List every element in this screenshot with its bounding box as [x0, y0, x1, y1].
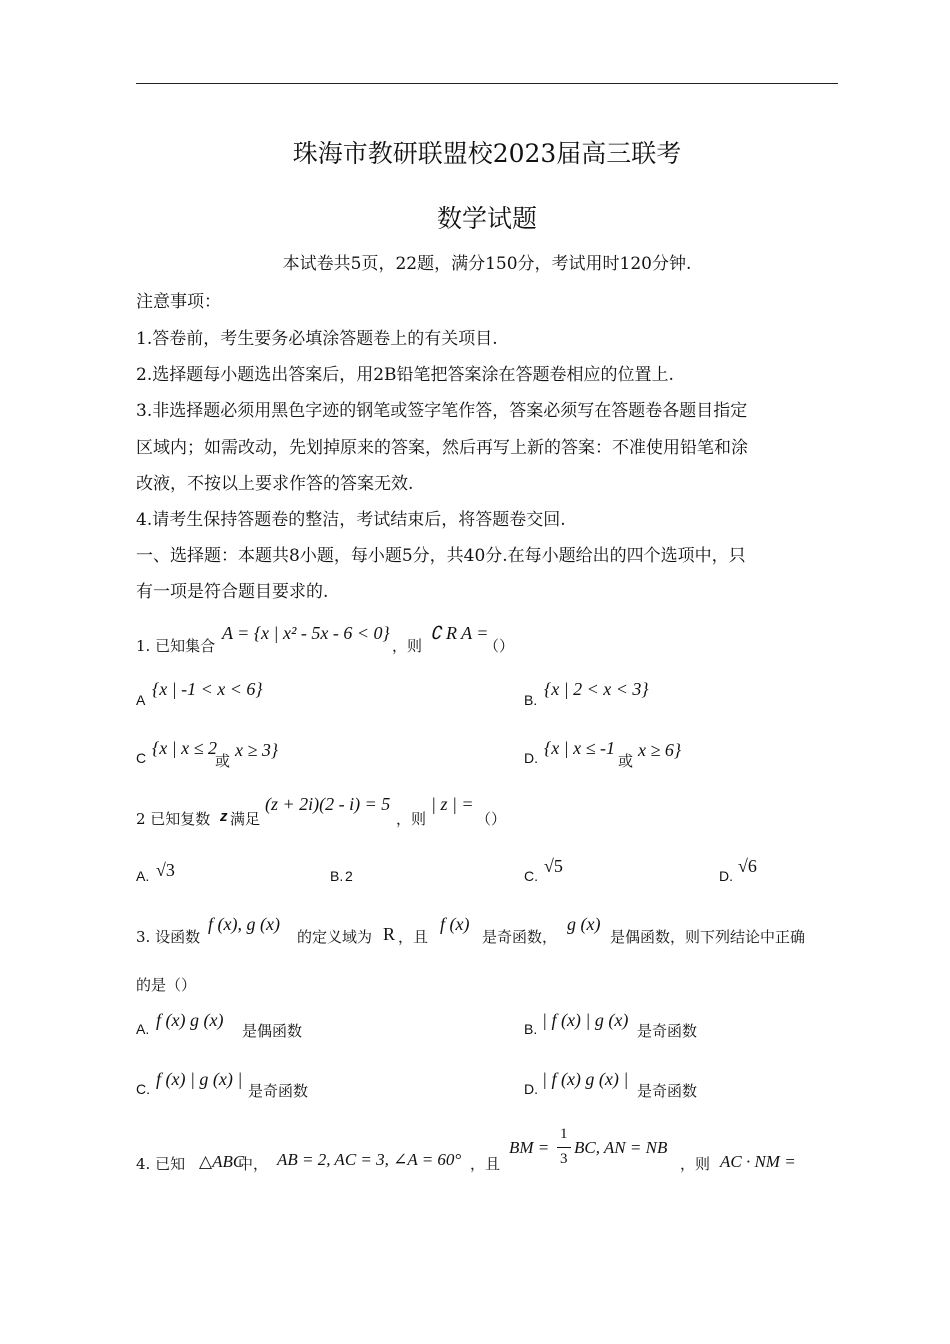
q4-dot-product: AC · NM =	[720, 1152, 796, 1171]
q1-option-a[interactable]: {x | -1 < x < 6}	[152, 679, 263, 699]
q1-option-d-or: 或	[618, 752, 634, 770]
q3-option-b-expr[interactable]: | f (x) | g (x)	[542, 1010, 629, 1030]
q4-frac-den: 3	[560, 1151, 568, 1167]
q3-prefix: 3. 设函数	[136, 928, 201, 946]
q4-frac-bar	[557, 1147, 571, 1148]
q3-option-c-text[interactable]: 是奇函数	[248, 1082, 309, 1100]
q1-option-a-label[interactable]: A	[136, 692, 146, 708]
q1-option-c-or: 或	[215, 752, 231, 770]
q4-prefix: 4. 已知	[136, 1155, 186, 1173]
top-rule	[136, 83, 838, 84]
q4-frac-num: 1	[560, 1126, 568, 1142]
q2-option-b[interactable]: 2	[345, 868, 353, 884]
note-item: 3.非选择题必须用黑色字迹的钢笔或签字笔作答，答案必须写在答题卷各题目指定	[136, 401, 748, 421]
q3-R: R	[383, 924, 396, 944]
q4-triangle: △ABC	[199, 1152, 245, 1171]
q2-paren: （）	[476, 810, 507, 828]
q2-option-a[interactable]: √3	[156, 860, 175, 880]
q4-zhong: 中，	[238, 1155, 269, 1173]
q1-paren: （）	[484, 637, 515, 655]
q2-option-d-label[interactable]: D.	[719, 868, 733, 884]
notes-heading: 注意事项：	[136, 292, 221, 312]
q2-option-d[interactable]: √6	[738, 856, 757, 876]
q1-mid: ，则	[392, 637, 423, 655]
q3-option-c-expr[interactable]: f (x) | g (x) |	[156, 1069, 243, 1089]
note-item: 2.选择题每小题选出答案后，用2B铅笔把答案涂在答题卷相应的位置上.	[136, 365, 674, 385]
q1-option-b-label[interactable]: B.	[524, 692, 538, 708]
q3-domain: 的定义域为	[297, 928, 373, 946]
q4-bm-rest: BC, AN = NB	[574, 1138, 668, 1157]
q1-option-d-label[interactable]: D.	[524, 750, 538, 766]
q3-option-a-label[interactable]: A.	[136, 1021, 150, 1037]
q4-conditions: AB = 2, AC = 3, ∠A = 60°	[277, 1150, 462, 1169]
q3-option-d-expr[interactable]: | f (x) g (x) |	[542, 1069, 629, 1089]
q3-option-b-label[interactable]: B.	[524, 1021, 538, 1037]
q3-comma: ，且	[398, 928, 429, 946]
q2-option-b-label[interactable]: B.	[330, 868, 344, 884]
q2-abs: | z | =	[431, 794, 474, 814]
exam-info: 本试卷共5页，22题，满分150分，考试用时120分钟.	[282, 254, 692, 274]
section-heading-cont: 有一项是符合题目要求的.	[136, 582, 329, 602]
q3-option-a-expr[interactable]: f (x) g (x)	[156, 1010, 224, 1030]
q3-odd: 是奇函数，	[482, 928, 558, 946]
q3-funcs: f (x), g (x)	[208, 914, 280, 934]
q2-option-a-label[interactable]: A.	[136, 868, 150, 884]
q2-option-c[interactable]: √5	[544, 856, 563, 876]
section-heading: 一、选择题：本题共8小题，每小题5分，共40分.在每小题给出的四个选项中，只	[136, 546, 746, 566]
q1-option-c-tail[interactable]: x ≥ 3}	[235, 740, 279, 760]
q3-line2: 的是（）	[136, 976, 197, 994]
note-item: 1.答卷前，考生要务必填涂答题卷上的有关项目.	[136, 329, 498, 349]
q2-prefix: 2 已知复数	[136, 810, 211, 828]
q1-option-c-label[interactable]: C	[136, 750, 147, 766]
q1-option-c[interactable]: {x | x ≤ 2	[152, 738, 218, 758]
q2-satisfy: 满足	[230, 810, 261, 828]
exam-subtitle: 数学试题	[436, 204, 537, 233]
q1-option-d-tail[interactable]: x ≥ 6}	[638, 740, 682, 760]
q3-gx: g (x)	[567, 914, 601, 934]
q2-equation: (z + 2i)(2 - i) = 5	[265, 794, 391, 814]
note-item: 改液，不按以上要求作答的答案无效.	[136, 474, 414, 494]
q2-option-c-label[interactable]: C.	[524, 868, 538, 884]
exam-title: 珠海市教研联盟校2023届高三联考	[292, 139, 682, 168]
q3-option-d-text[interactable]: 是奇函数	[637, 1082, 698, 1100]
q3-option-b-text[interactable]: 是奇函数	[637, 1022, 698, 1040]
q1-prefix: 1. 已知集合	[136, 637, 216, 655]
q1-option-b[interactable]: {x | 2 < x < 3}	[544, 679, 649, 699]
q3-option-c-label[interactable]: C.	[136, 1081, 150, 1097]
q2-var: z	[220, 808, 228, 825]
q1-option-d[interactable]: {x | x ≤ -1	[544, 738, 615, 758]
q3-fx: f (x)	[440, 914, 470, 934]
q4-ze: ，则	[680, 1155, 711, 1173]
note-item: 区域内；如需改动，先划掉原来的答案，然后再写上新的答案：不准使用铅笔和涂	[136, 438, 748, 458]
q1-complement: ∁ R A =	[430, 623, 489, 643]
q1-set: A = {x | x² - 5x - 6 < 0}	[222, 623, 390, 643]
q3-option-a-text[interactable]: 是偶函数	[242, 1022, 303, 1040]
q3-rest: 是偶函数，则下列结论中正确	[610, 928, 806, 946]
note-item: 4.请考生保持答题卷的整洁，考试结束后，将答题卷交回.	[136, 510, 566, 530]
q2-mid: ，则	[396, 810, 427, 828]
q4-qie: ，且	[470, 1155, 501, 1173]
q3-option-d-label[interactable]: D.	[524, 1081, 538, 1097]
q4-bm: BM =	[509, 1138, 550, 1157]
